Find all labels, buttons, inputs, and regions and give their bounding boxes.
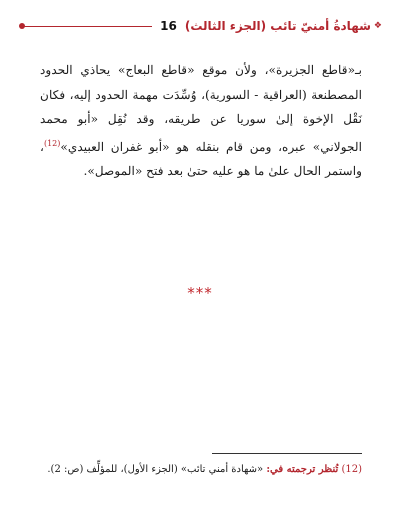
body-paragraph [40, 58, 362, 184]
footnote-label: تُنظر ترجمته في: [266, 464, 339, 475]
paragraph-text-end: ، واستمر الحال علىٰ ما هو عليه حتىٰ بعد فتح «الموصل». [40, 139, 362, 179]
page-header [18, 14, 382, 38]
footnote-number: (12) [341, 464, 362, 475]
header-rule [22, 26, 152, 27]
paragraph-text-start: بـ«قاطع الجزيرة»، ولأن موقع «قاطع البعاج» يحاذي الحدود المصطنعة (العراقية - السورية)، وُسِّدَت مهمة الحدود إليه، فكان نَقْل الإخوة إلىٰ سوريا عن طريقه، وقد نُقِل «أبو محمد الجولاني» عبره، ومن قام بنقله هو «أبو غفران العبيدي» [40, 63, 362, 154]
footnote [40, 463, 362, 477]
footnote-separator [212, 453, 362, 454]
footnote-text: «شهادة أمني تائب» (الجزء الأول)، للمؤلِّف (ص: 2). [47, 464, 267, 475]
ornament-icon: ❖ [373, 21, 382, 31]
page-number: 16 [160, 19, 177, 33]
section-divider: *** [187, 284, 213, 302]
running-title: شهادةُ أمنيّ تائب (الجزء الثالث) [184, 19, 371, 33]
footnote-reference[interactable]: (12) [43, 138, 61, 148]
